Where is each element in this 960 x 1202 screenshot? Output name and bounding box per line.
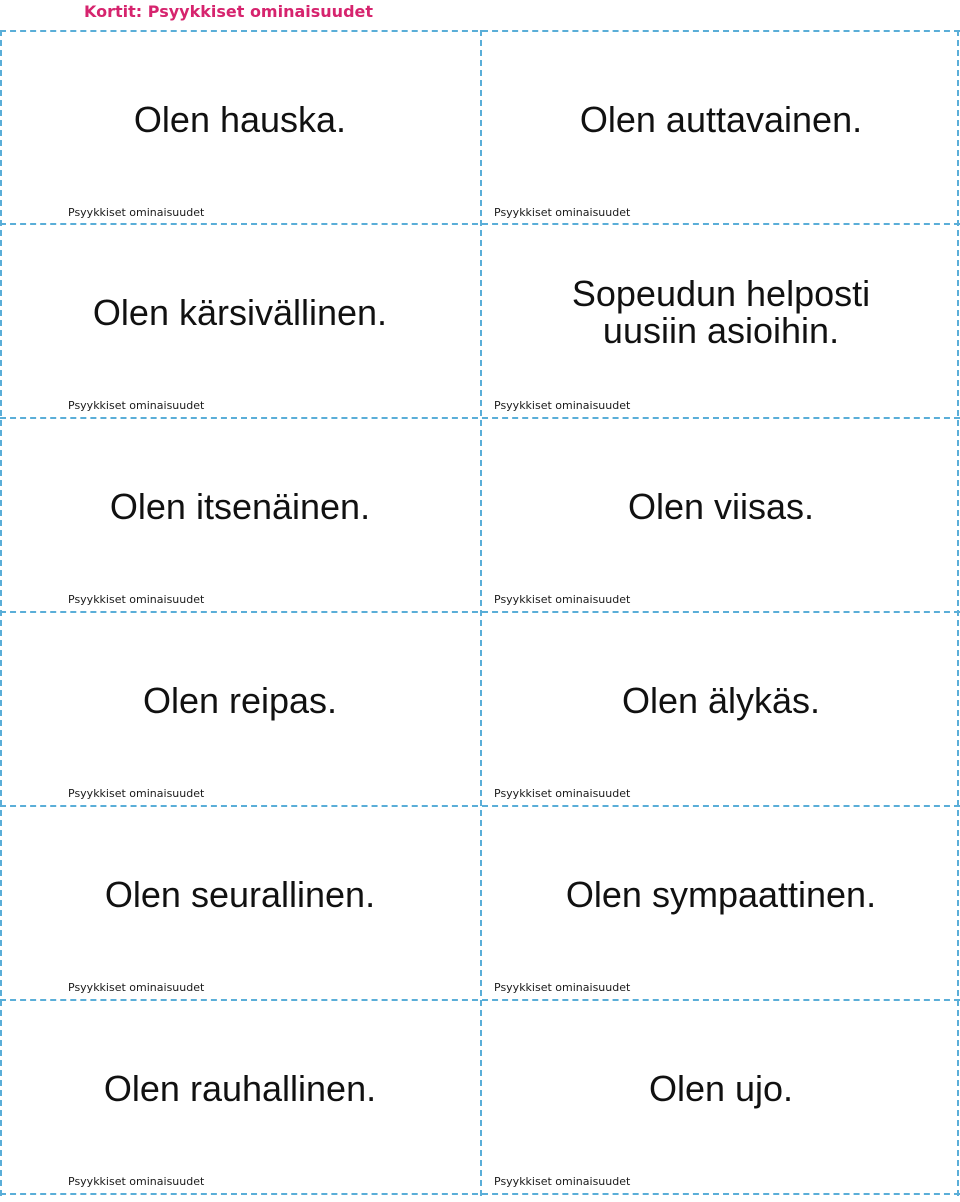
card-footer: Psyykkiset ominaisuudet [68, 981, 205, 994]
card-footer: Psyykkiset ominaisuudet [68, 206, 205, 219]
card-footer: Psyykkiset ominaisuudet [494, 593, 631, 606]
card [482, 807, 960, 999]
card-footer: Psyykkiset ominaisuudet [494, 399, 631, 412]
card-footer: Psyykkiset ominaisuudet [68, 399, 205, 412]
card-footer: Psyykkiset ominaisuudet [68, 787, 205, 800]
card-text: Olen viisas. [627, 485, 815, 527]
card [482, 32, 960, 224]
card-text: Olen älykäs. [621, 679, 821, 721]
card-text: Sopeudun helposti uusiin asioihin. [571, 273, 871, 351]
card-text: Olen kärsivällinen. [92, 291, 388, 333]
card-footer: Psyykkiset ominaisuudet [494, 981, 631, 994]
card [1, 807, 479, 999]
card [482, 1001, 960, 1193]
card [482, 613, 960, 805]
card-text: Olen itsenäinen. [109, 485, 371, 527]
card-text: Olen hauska. [133, 98, 347, 140]
card-footer: Psyykkiset ominaisuudet [68, 1175, 205, 1188]
card [482, 225, 960, 417]
card-text: Olen rauhallinen. [103, 1067, 377, 1109]
card-footer: Psyykkiset ominaisuudet [494, 787, 631, 800]
card [1, 613, 479, 805]
card [1, 225, 479, 417]
card [1, 1001, 479, 1193]
card [1, 32, 479, 224]
card-sheet [0, 30, 960, 1196]
card-footer: Psyykkiset ominaisuudet [494, 206, 631, 219]
card-text: Olen seurallinen. [104, 873, 376, 915]
card-footer: Psyykkiset ominaisuudet [68, 593, 205, 606]
page-title: Kortit: Psyykkiset ominaisuudet [84, 2, 374, 21]
card-text: Olen auttavainen. [579, 98, 863, 140]
card-footer: Psyykkiset ominaisuudet [494, 1175, 631, 1188]
card [1, 419, 479, 611]
card-text: Olen sympaattinen. [565, 873, 877, 915]
card [482, 419, 960, 611]
card-text: Olen reipas. [142, 679, 338, 721]
card-text: Olen ujo. [648, 1067, 794, 1109]
